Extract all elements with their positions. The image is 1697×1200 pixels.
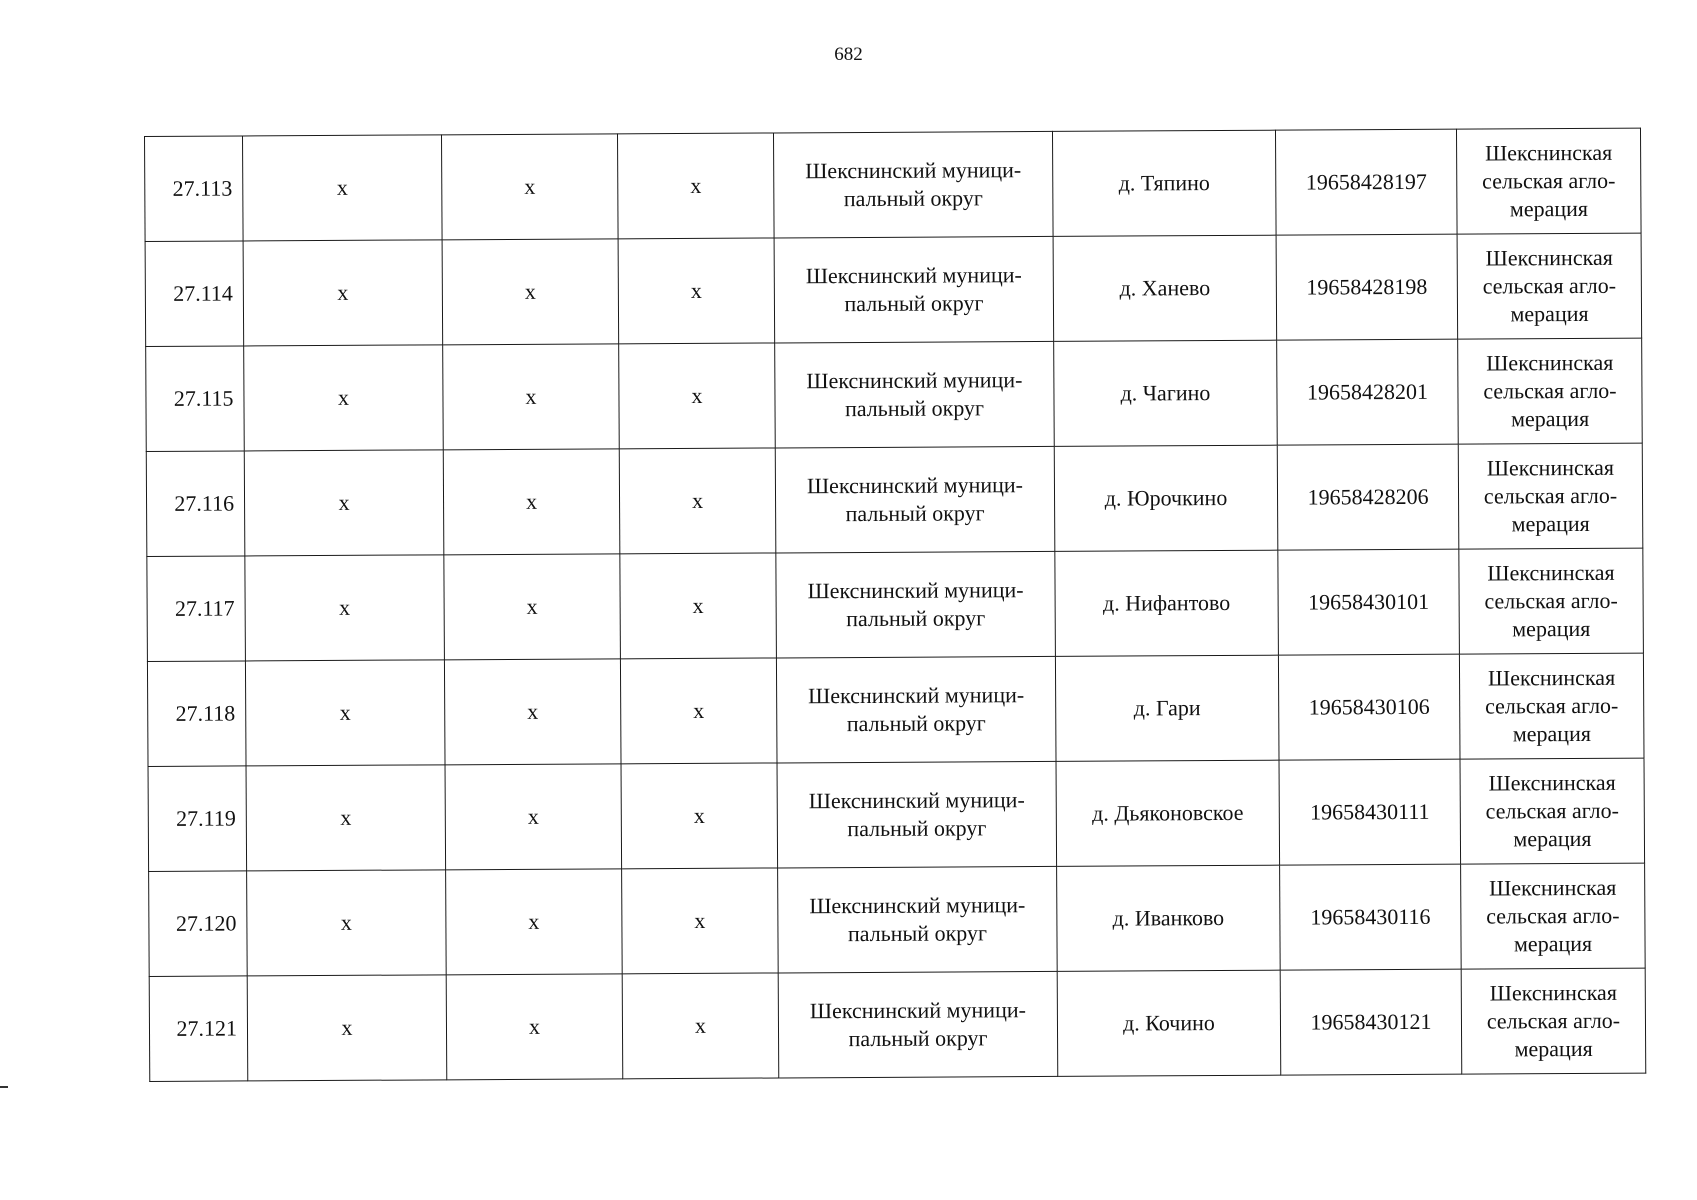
- table-row: [149, 968, 1646, 1081]
- x-text: х: [339, 699, 351, 725]
- x-cell: [247, 870, 447, 976]
- agglomeration-text: мерация: [1510, 300, 1589, 327]
- agglomeration-text: Шекснинская: [1486, 349, 1614, 376]
- settlement-text: д. Ханево: [1119, 275, 1211, 301]
- x-cell: [446, 974, 623, 1080]
- district-text: пальный округ: [846, 710, 986, 737]
- agglomeration-text: мерация: [1510, 405, 1590, 432]
- settlement-text: д. Гари: [1133, 695, 1201, 721]
- x-text: х: [527, 698, 539, 724]
- settlement-text: д. Чагино: [1120, 380, 1211, 406]
- row-number-text: 27.114: [173, 280, 233, 306]
- district-cell: [777, 761, 1057, 868]
- x-cell: [622, 973, 779, 1079]
- table-row: [149, 863, 1646, 976]
- table-row: [146, 443, 1643, 556]
- code-text: 19658430111: [1310, 798, 1430, 825]
- district-text: Шекснинский муници-: [805, 262, 1022, 289]
- district-cell: [775, 446, 1055, 553]
- row-number-text: 27.117: [174, 595, 235, 621]
- settlement-cell: [1055, 550, 1279, 656]
- x-text: х: [341, 1014, 353, 1040]
- table-row: [147, 653, 1644, 766]
- row-number-text: 27.121: [176, 1015, 238, 1041]
- code-text: 19658430101: [1308, 588, 1430, 615]
- code-cell: [1277, 444, 1459, 550]
- x-text: х: [692, 592, 704, 618]
- settlement-text: д. Юрочкино: [1104, 484, 1228, 511]
- agglomeration-text: мерация: [1511, 510, 1590, 537]
- table-body: [145, 128, 1646, 1081]
- code-cell: [1278, 549, 1460, 655]
- x-text: х: [694, 1012, 707, 1038]
- x-cell: [245, 660, 445, 766]
- settlement-text: д. Иванково: [1112, 904, 1225, 931]
- settlements-table: [144, 128, 1646, 1082]
- settlement-cell: [1057, 970, 1281, 1076]
- x-text: х: [338, 489, 350, 515]
- district-text: пальный округ: [847, 920, 988, 947]
- agglomeration-cell: [1459, 548, 1644, 654]
- x-text: х: [693, 697, 705, 723]
- row-number-cell: [149, 871, 248, 977]
- table-row: [146, 338, 1643, 451]
- row-number-cell: [149, 976, 248, 1082]
- x-text: х: [691, 382, 703, 408]
- table-row: [148, 758, 1645, 871]
- agglomeration-text: Шекснинская: [1485, 244, 1613, 271]
- x-text: х: [691, 487, 704, 513]
- district-cell: [775, 341, 1055, 448]
- agglomeration-cell: [1456, 128, 1641, 234]
- district-text: пальный округ: [845, 500, 985, 527]
- settlement-cell: [1056, 760, 1280, 866]
- agglomeration-cell: [1461, 863, 1646, 969]
- x-cell: [446, 869, 623, 975]
- code-cell: [1278, 654, 1460, 760]
- x-cell: [444, 554, 621, 660]
- x-cell: [620, 658, 777, 764]
- x-text: х: [694, 907, 706, 933]
- code-text: 19658430106: [1308, 693, 1430, 720]
- row-number-text: 27.119: [176, 805, 236, 831]
- row-number-cell: [147, 556, 246, 662]
- x-text: х: [524, 173, 536, 199]
- district-cell: [776, 551, 1056, 658]
- x-text: х: [528, 1013, 541, 1039]
- code-text: 19658430116: [1310, 903, 1431, 930]
- code-cell: [1280, 864, 1462, 970]
- agglomeration-text: сельская агло-: [1484, 692, 1619, 719]
- agglomeration-text: мерация: [1513, 930, 1593, 957]
- x-cell: [619, 343, 776, 449]
- district-text: Шекснинский муници-: [807, 577, 1024, 604]
- x-text: х: [337, 279, 349, 305]
- x-cell: [445, 764, 622, 870]
- x-cell: [243, 135, 443, 241]
- agglomeration-cell: [1458, 338, 1643, 444]
- district-text: пальный округ: [848, 1025, 988, 1052]
- row-number-cell: [145, 241, 244, 347]
- settlement-text: д. Кочино: [1122, 1010, 1215, 1036]
- settlement-cell: [1052, 130, 1276, 236]
- table-row: [147, 548, 1644, 661]
- x-cell: [245, 555, 445, 661]
- district-cell: [778, 971, 1058, 1078]
- settlement-text: д. Дьяконовское: [1092, 799, 1244, 826]
- agglomeration-text: Шекснинская: [1489, 874, 1617, 901]
- settlement-text: д. Тяпино: [1118, 170, 1210, 196]
- district-text: пальный округ: [844, 395, 985, 422]
- code-text: 19658428206: [1307, 483, 1429, 510]
- x-cell: [619, 448, 776, 554]
- row-number-cell: [146, 451, 245, 557]
- district-text: пальный округ: [847, 815, 987, 842]
- margin-mark: [0, 1086, 8, 1088]
- district-text: Шекснинский муници-: [809, 892, 1026, 919]
- x-cell: [443, 449, 620, 555]
- x-text: х: [336, 174, 348, 200]
- district-text: пальный округ: [846, 605, 986, 632]
- agglomeration-text: сельская агло-: [1482, 167, 1616, 194]
- agglomeration-text: сельская агло-: [1483, 482, 1618, 509]
- district-text: Шекснинский муници-: [809, 997, 1026, 1024]
- agglomeration-text: Шекснинская: [1484, 139, 1613, 166]
- district-text: Шекснинский муници-: [805, 157, 1022, 184]
- code-cell: [1279, 759, 1461, 865]
- agglomeration-text: мерация: [1512, 720, 1591, 747]
- agglomeration-text: сельская агло-: [1483, 377, 1617, 404]
- settlement-text: д. Нифантово: [1102, 589, 1231, 616]
- row-number-cell: [146, 346, 245, 452]
- table-container: [144, 128, 1645, 1082]
- x-cell: [244, 345, 444, 451]
- agglomeration-text: мерация: [1512, 615, 1591, 642]
- agglomeration-text: сельская агло-: [1486, 902, 1620, 929]
- district-cell: [776, 656, 1056, 763]
- agglomeration-text: сельская агло-: [1482, 272, 1617, 299]
- district-cell: [778, 866, 1058, 973]
- settlement-cell: [1054, 340, 1278, 446]
- code-text: 19658428198: [1306, 273, 1428, 300]
- agglomeration-text: сельская агло-: [1486, 1007, 1621, 1034]
- district-text: пальный округ: [844, 290, 984, 317]
- agglomeration-text: Шекснинская: [1486, 454, 1615, 481]
- row-number-cell: [148, 766, 247, 872]
- settlement-cell: [1057, 865, 1281, 971]
- x-cell: [441, 134, 618, 240]
- x-text: х: [337, 384, 350, 410]
- agglomeration-cell: [1459, 653, 1644, 759]
- x-cell: [244, 450, 444, 556]
- district-text: пальный округ: [843, 185, 983, 212]
- x-text: х: [525, 488, 538, 514]
- x-cell: [442, 239, 619, 345]
- x-text: х: [528, 908, 540, 934]
- row-number-cell: [145, 136, 244, 242]
- x-text: х: [690, 172, 702, 198]
- district-text: Шекснинский муници-: [808, 787, 1025, 814]
- agglomeration-cell: [1457, 233, 1642, 339]
- x-cell: [243, 240, 443, 346]
- settlement-cell: [1054, 445, 1278, 551]
- x-cell: [444, 659, 621, 765]
- x-cell: [247, 975, 447, 1081]
- code-text: 19658430121: [1310, 1008, 1432, 1035]
- x-text: х: [527, 803, 539, 829]
- x-cell: [620, 553, 777, 659]
- code-text: 19658428197: [1305, 168, 1427, 195]
- x-text: х: [690, 277, 702, 303]
- x-text: х: [526, 593, 538, 619]
- row-number-text: 27.113: [172, 175, 233, 201]
- agglomeration-cell: [1461, 968, 1646, 1074]
- code-text: 19658428201: [1306, 378, 1429, 405]
- code-cell: [1280, 969, 1462, 1075]
- x-text: х: [525, 383, 537, 409]
- x-text: х: [340, 909, 352, 935]
- x-text: х: [339, 594, 351, 620]
- agglomeration-text: сельская агло-: [1484, 587, 1618, 614]
- agglomeration-text: Шекснинская: [1489, 979, 1617, 1006]
- table-row: [145, 233, 1642, 346]
- code-cell: [1276, 234, 1458, 340]
- district-text: Шекснинский муници-: [806, 472, 1024, 499]
- x-text: х: [524, 278, 536, 304]
- agglomeration-cell: [1460, 758, 1645, 864]
- settlement-cell: [1053, 235, 1277, 341]
- code-cell: [1277, 339, 1459, 445]
- district-cell: [774, 236, 1054, 343]
- agglomeration-text: мерация: [1509, 195, 1589, 222]
- district-text: Шекснинский муници-: [806, 367, 1023, 394]
- row-number-text: 27.115: [173, 385, 234, 411]
- x-cell: [443, 344, 620, 450]
- table-row: [145, 128, 1642, 241]
- x-cell: [622, 868, 779, 974]
- x-cell: [617, 133, 774, 239]
- district-cell: [773, 131, 1053, 238]
- row-number-cell: [147, 661, 246, 767]
- x-cell: [618, 238, 775, 344]
- agglomeration-text: мерация: [1514, 1035, 1593, 1062]
- x-cell: [246, 765, 446, 871]
- code-cell: [1275, 129, 1457, 235]
- row-number-text: 27.120: [175, 910, 237, 936]
- x-text: х: [340, 804, 352, 830]
- row-number-text: 27.118: [175, 700, 236, 726]
- agglomeration-text: сельская агло-: [1485, 797, 1619, 824]
- page-number: 682: [834, 44, 863, 65]
- x-cell: [621, 763, 778, 869]
- district-text: Шекснинский муници-: [808, 682, 1025, 709]
- row-number-text: 27.116: [174, 490, 235, 516]
- agglomeration-text: Шекснинская: [1487, 559, 1615, 586]
- agglomeration-text: мерация: [1513, 825, 1592, 852]
- x-text: х: [693, 802, 705, 828]
- settlement-cell: [1055, 655, 1279, 761]
- agglomeration-cell: [1458, 443, 1643, 549]
- agglomeration-text: Шекснинская: [1487, 664, 1616, 691]
- agglomeration-text: Шекснинская: [1488, 769, 1616, 796]
